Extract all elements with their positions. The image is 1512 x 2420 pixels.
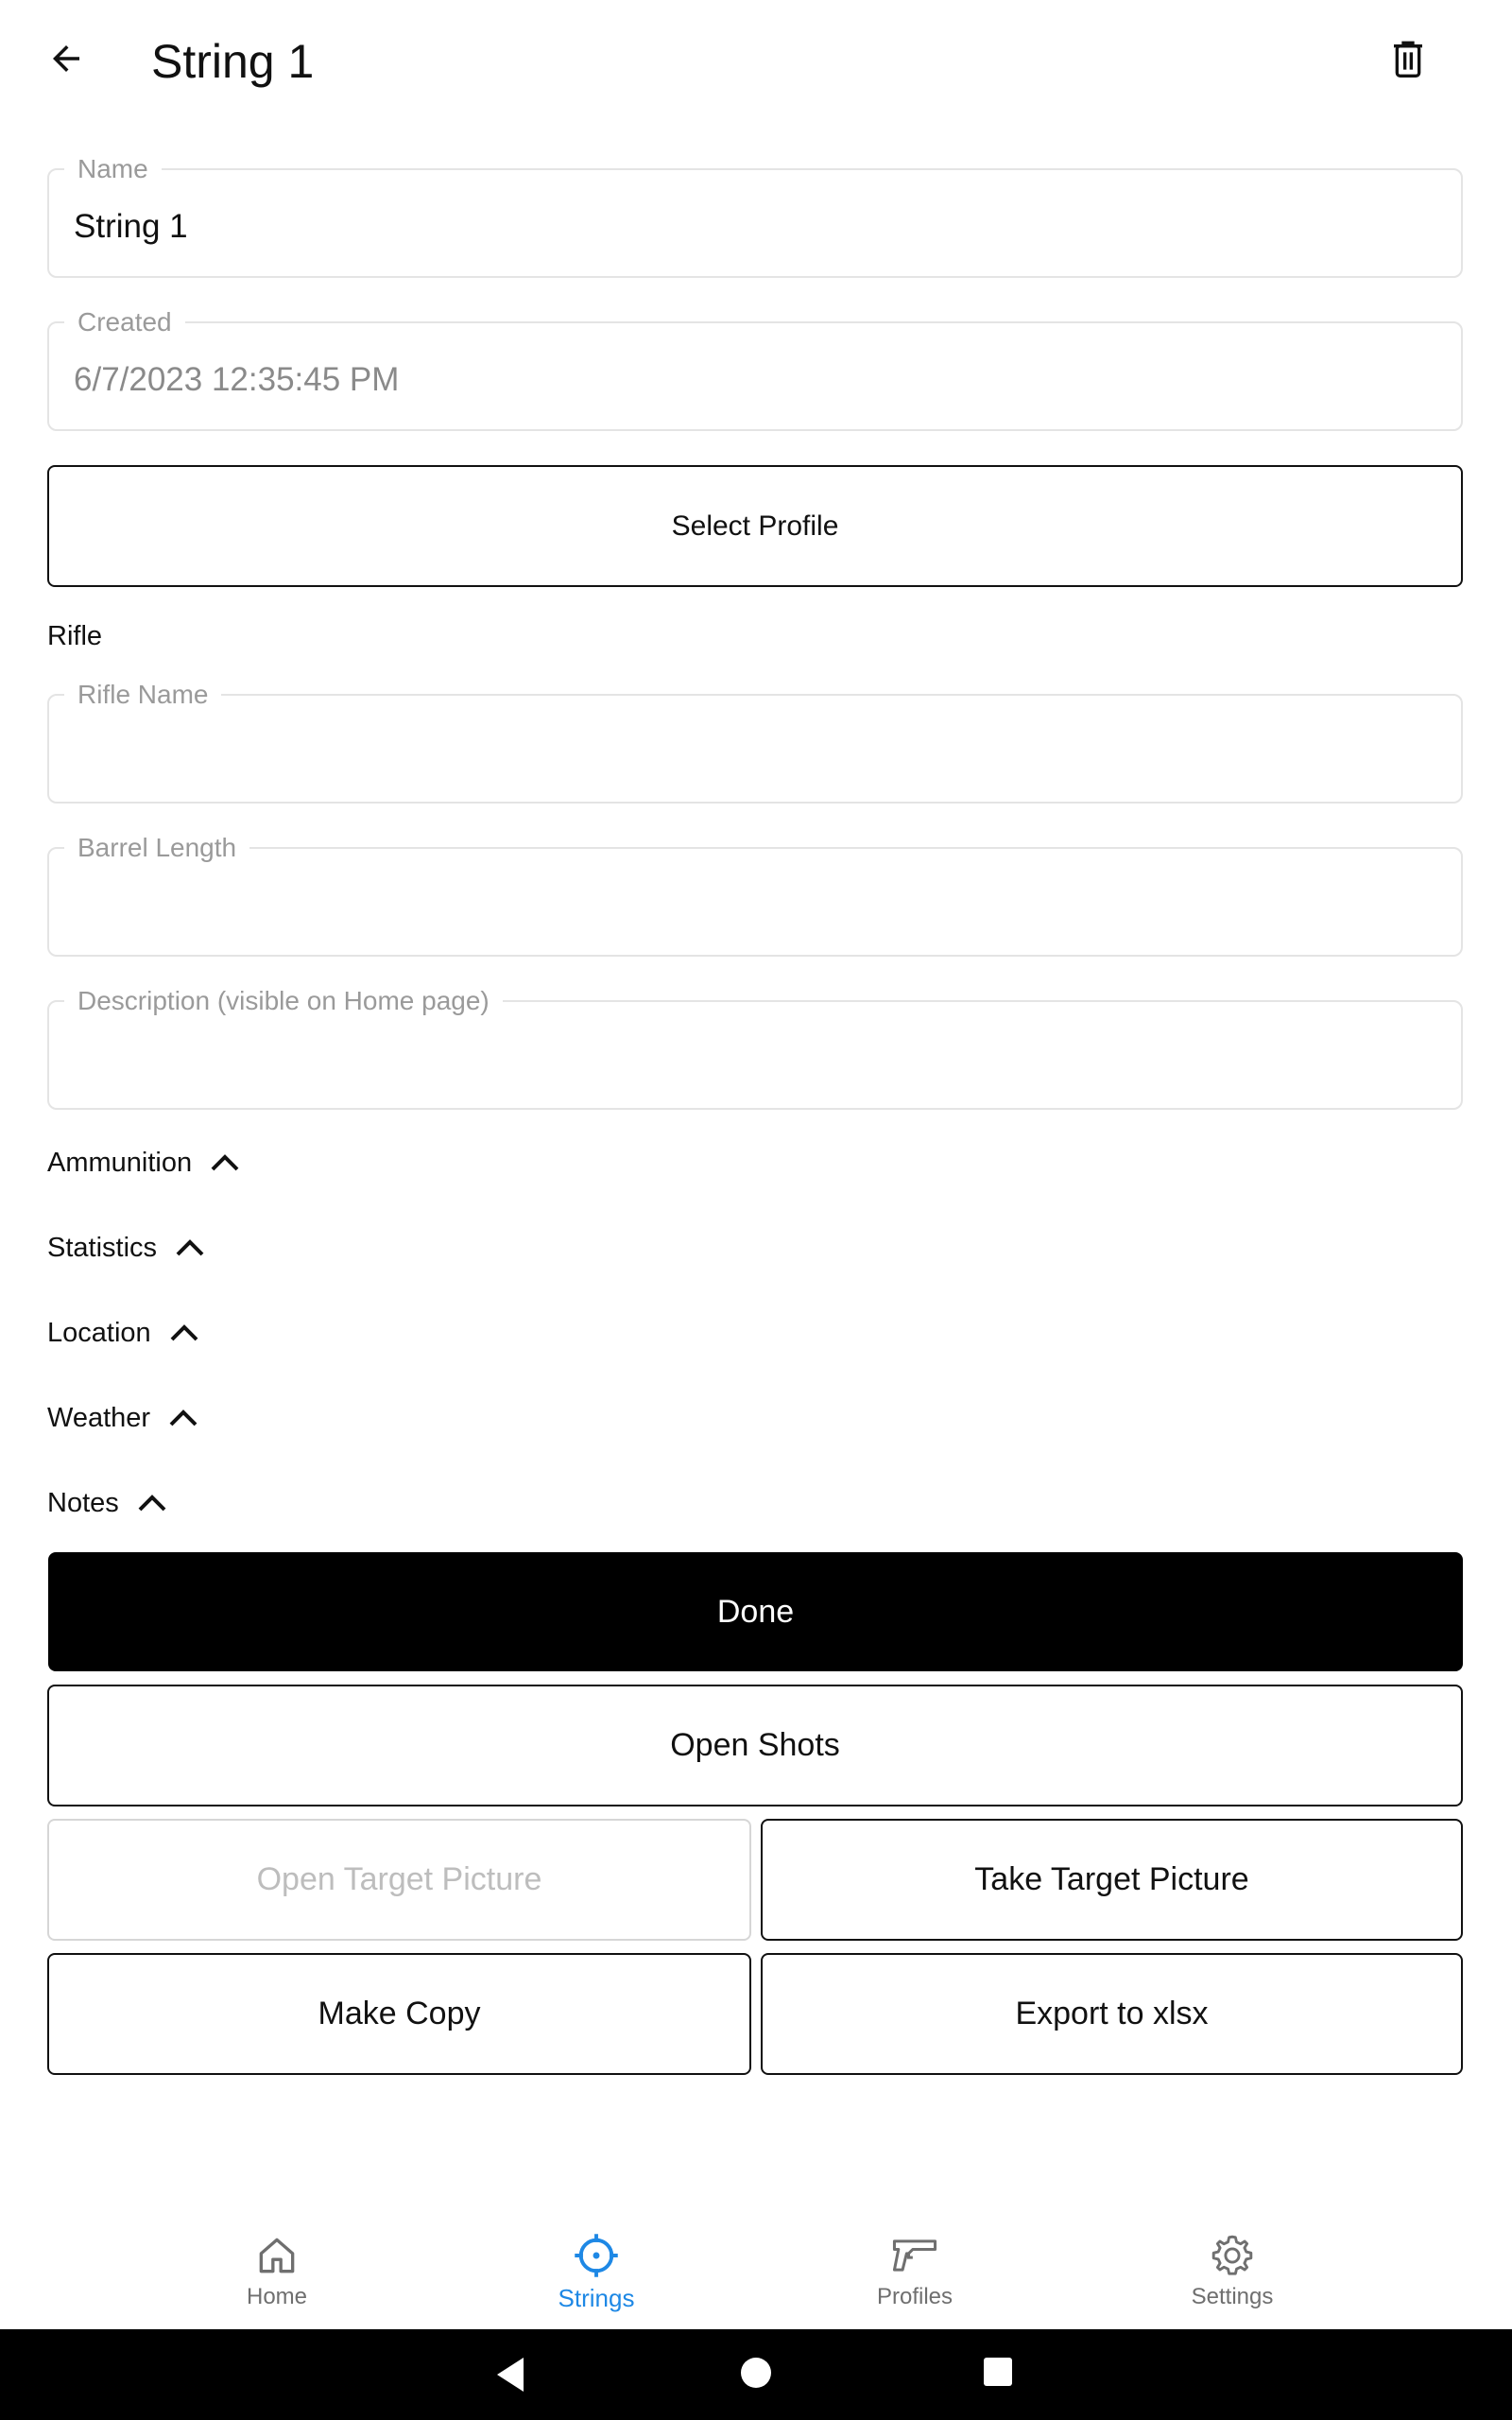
- make-copy-button[interactable]: Make Copy: [47, 1953, 751, 2075]
- page-title: String 1: [151, 35, 315, 88]
- barrel-length-label: Barrel Length: [64, 832, 249, 864]
- system-back-icon[interactable]: [493, 2356, 527, 2394]
- created-value: 6/7/2023 12:35:45 PM: [74, 361, 400, 398]
- nav-strings[interactable]: [502, 2231, 691, 2325]
- nav-home-label: Home: [246, 2284, 308, 2309]
- name-input[interactable]: String 1: [74, 208, 188, 245]
- export-xlsx-button[interactable]: Export to xlsx: [761, 1953, 1463, 2075]
- crosshair-icon: [572, 2231, 621, 2280]
- section-weather-label: Weather: [47, 1402, 151, 1433]
- nav-settings[interactable]: [1138, 2231, 1327, 2325]
- chevron-up-icon: [167, 1408, 199, 1428]
- name-field[interactable]: [47, 154, 1463, 278]
- open-target-picture-button[interactable]: Open Target Picture: [47, 1819, 751, 1941]
- pistol-icon: [888, 2231, 941, 2280]
- delete-button[interactable]: [1380, 30, 1436, 87]
- description-field[interactable]: [47, 986, 1463, 1110]
- nav-profiles[interactable]: [820, 2231, 1009, 2325]
- rifle-name-field[interactable]: [47, 680, 1463, 804]
- name-label: Name: [64, 153, 162, 185]
- nav-settings-label: Settings: [1191, 2284, 1274, 2309]
- section-location-label: Location: [47, 1317, 151, 1348]
- done-button[interactable]: Done: [48, 1552, 1463, 1671]
- home-icon: [253, 2231, 301, 2280]
- arrow-left-icon: [46, 39, 86, 78]
- chevron-up-icon: [174, 1237, 206, 1258]
- chevron-up-icon: [168, 1322, 200, 1343]
- nav-strings-label: Strings: [558, 2284, 635, 2312]
- trash-icon: [1389, 37, 1427, 80]
- open-shots-button[interactable]: Open Shots: [47, 1685, 1463, 1806]
- rifle-name-label: Rifle Name: [64, 679, 221, 711]
- system-recents-icon[interactable]: [982, 2356, 1014, 2388]
- section-location[interactable]: [47, 1314, 200, 1352]
- chevron-up-icon: [209, 1152, 241, 1173]
- created-label: Created: [64, 306, 185, 338]
- description-label: Description (visible on Home page): [64, 985, 503, 1017]
- nav-profiles-label: Profiles: [876, 2284, 954, 2309]
- section-weather[interactable]: [47, 1399, 199, 1437]
- section-ammunition[interactable]: [47, 1144, 241, 1182]
- system-home-icon[interactable]: [739, 2356, 773, 2390]
- section-statistics[interactable]: [47, 1229, 206, 1267]
- barrel-length-field[interactable]: [47, 833, 1463, 957]
- select-profile-button[interactable]: Select Profile: [47, 465, 1463, 587]
- section-statistics-label: Statistics: [47, 1232, 158, 1263]
- take-target-picture-button[interactable]: Take Target Picture: [761, 1819, 1463, 1941]
- system-nav-bar: [0, 2329, 1512, 2420]
- nav-home[interactable]: [182, 2231, 371, 2325]
- back-button[interactable]: [38, 30, 94, 87]
- chevron-up-icon: [136, 1493, 168, 1513]
- section-notes[interactable]: [47, 1484, 168, 1522]
- gear-icon: [1209, 2231, 1256, 2280]
- rifle-section-label: Rifle: [47, 621, 103, 651]
- created-field: [47, 307, 1463, 431]
- section-notes-label: Notes: [47, 1487, 119, 1518]
- section-ammunition-label: Ammunition: [47, 1147, 193, 1178]
